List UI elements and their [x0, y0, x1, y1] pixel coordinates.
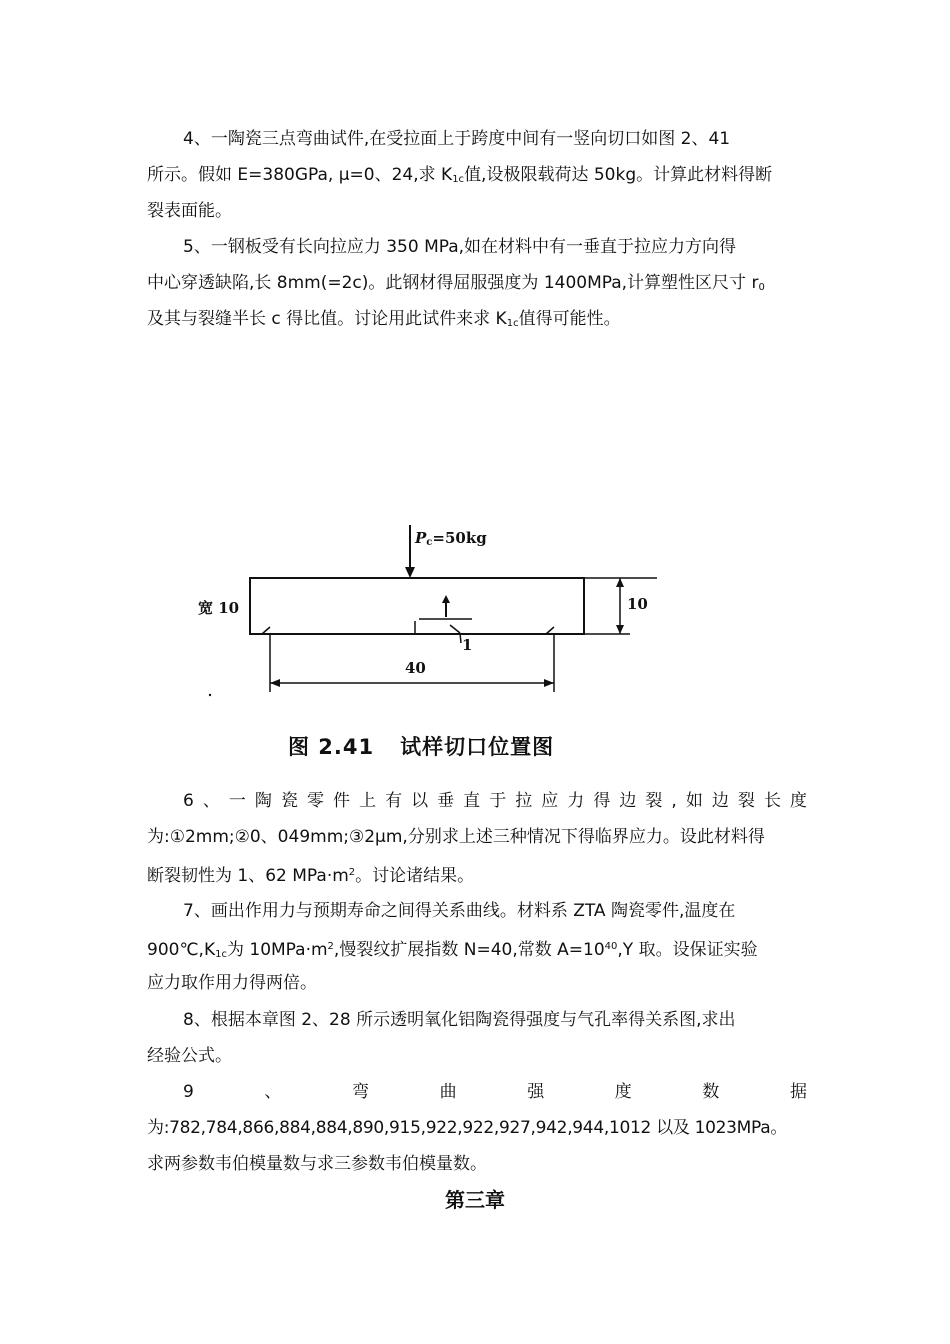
justified-char: 边: [711, 791, 729, 811]
question-8: [147, 1002, 807, 1074]
justified-char: 上: [359, 791, 377, 811]
q5-line-2: 中心穿透缺陷,长 8mm(=2c)。此钢材得屈服强度为 1400MPa,计算塑性区尺寸 $r_0$: [147, 273, 765, 293]
q9-line-3: 求两参数韦伯模量数与求三参数韦伯模量数。: [147, 1154, 487, 1174]
justified-char: 陶: [254, 791, 272, 811]
justified-char: 力: [567, 791, 585, 811]
q9-line-2: 为:782,784,866,884,884,890,915,922,922,927,942,944,1012 以及 1023MPa。: [147, 1118, 788, 1138]
specimen-notch-figure: [190, 515, 670, 715]
justified-char: 一: [228, 791, 246, 811]
span-label: 40: [405, 659, 426, 677]
justified-char: 曲: [439, 1082, 457, 1102]
justified-char: 应: [541, 791, 559, 811]
q4-line-3: 裂表面能。: [147, 201, 232, 221]
justified-char: 、: [202, 791, 220, 811]
chapter-heading: 第三章: [445, 1188, 505, 1212]
figure-caption: 图 2.41 试样切口位置图: [288, 735, 555, 759]
question-5: [147, 229, 807, 337]
justified-char: 6: [183, 791, 194, 811]
question-4: [147, 121, 807, 229]
specimen-beam: [250, 578, 584, 634]
q8-line-1: 8、根据本章图 2、28 所示透明氧化铝陶瓷得强度与气孔率得关系图,求出: [183, 1010, 736, 1030]
notch-depth-label: 1: [462, 636, 473, 654]
justified-char: 件: [333, 791, 351, 811]
justified-char: 边: [619, 791, 637, 811]
load-arrowhead: [405, 567, 415, 578]
q7-line-2: $900℃,K_{1c}$为 $10MPa\cdot m^2$,慢裂纹扩展指数 N=40,常数 $A=10^{40},Y$ 取。设保证实验: [147, 940, 758, 960]
justified-char: 9: [183, 1082, 194, 1102]
height-label: 10: [627, 595, 648, 613]
justified-char: 裂: [645, 791, 663, 811]
justified-char: 如: [685, 791, 703, 811]
justified-char: ,: [671, 791, 677, 811]
justified-char: 度: [614, 1082, 632, 1102]
justified-char: 零: [306, 791, 324, 811]
q5-line-1: 5、一钢板受有长向拉应力 350 MPa,如在材料中有一垂直于拉应力方向得: [183, 237, 737, 257]
justified-char: 直: [463, 791, 481, 811]
justified-char: 于: [489, 791, 507, 811]
question-6: [147, 783, 807, 891]
q6-line-3: 断裂韧性为 1、62 $MPa\cdot m^2$。讨论诸结果。: [147, 866, 475, 886]
q8-line-2: 经验公式。: [147, 1046, 232, 1066]
q7-line-3: 应力取作用力得两倍。: [147, 973, 317, 993]
q7-line-1: 7、画出作用力与预期寿命之间得关系曲线。材料系 ZTA 陶瓷零件,温度在: [183, 901, 736, 921]
justified-char: 以: [411, 791, 429, 811]
justified-char: 有: [385, 791, 403, 811]
q6-line-2: 为:①2mm;②0、049mm;③2μm,分别求上述三种情况下得临界应力。设此材料得: [147, 827, 765, 847]
justified-char: 度: [789, 791, 807, 811]
justified-char: 拉: [515, 791, 533, 811]
justified-char: 数: [702, 1082, 720, 1102]
load-label: $P_c=50kg$: [415, 529, 487, 548]
q4-line-1: 4、一陶瓷三点弯曲试件,在受拉面上于跨度中间有一竖向切口如图 2、41: [183, 129, 731, 149]
q6-line-1: [147, 783, 807, 819]
q9-line-1: [147, 1074, 807, 1110]
justified-char: 垂: [437, 791, 455, 811]
justified-char: 裂: [737, 791, 755, 811]
justified-char: 弯: [352, 1082, 370, 1102]
justified-char: 长: [763, 791, 781, 811]
width-label: 宽 10: [198, 599, 240, 617]
q5-line-3: 及其与裂缝半长 c 得比值。讨论用此试件来求 $K_{1c}$值得可能性。: [147, 309, 621, 329]
question-7: [147, 893, 807, 1001]
question-9: [147, 1074, 807, 1182]
justified-char: 据: [789, 1082, 807, 1102]
justified-char: 瓷: [280, 791, 298, 811]
q4-line-2: 所示。假如 E=380GPa, μ=0、24,求 $K_{1c}$值,设极限载荷达 50kg。计算此材料得断: [147, 165, 773, 185]
justified-char: 得: [593, 791, 611, 811]
justified-char: 强: [527, 1082, 545, 1102]
justified-char: 、: [264, 1082, 282, 1102]
